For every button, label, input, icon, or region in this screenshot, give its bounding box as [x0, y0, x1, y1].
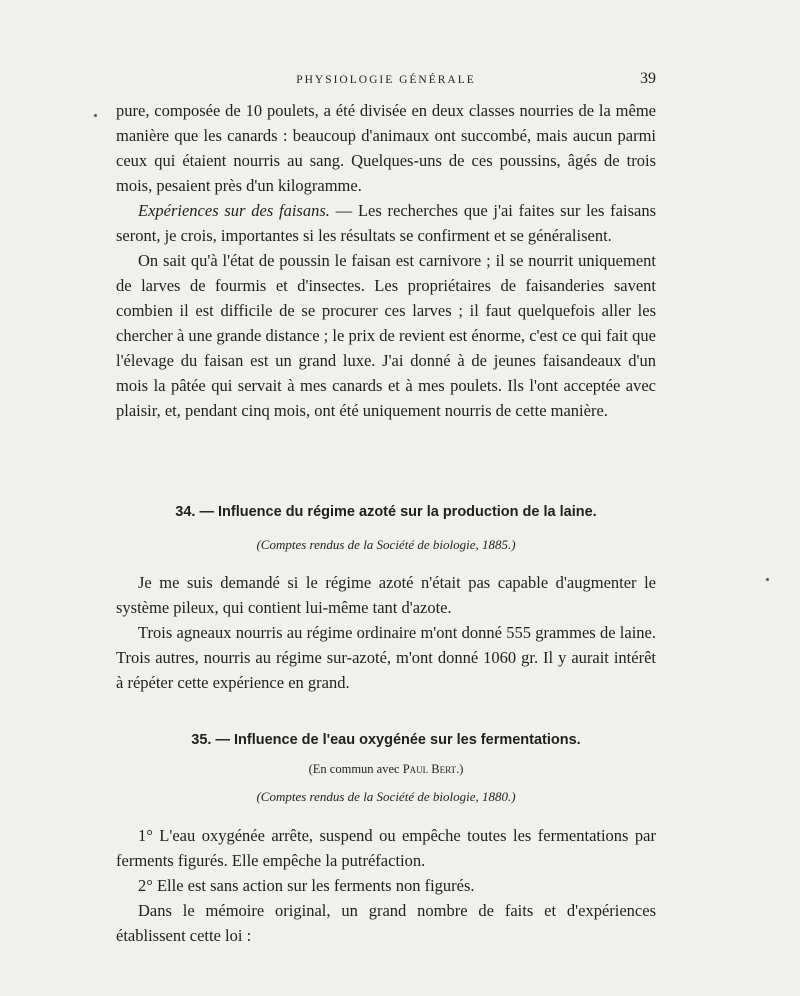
section-35-paragraph-1: 1° L'eau oxygénée arrête, suspend ou empêche toutes les fermentations par ferments figurés. Elle empêche la putréfaction. [116, 826, 656, 870]
page-number: 39 [640, 70, 656, 87]
collab-suffix: .) [456, 762, 464, 776]
section-35-heading [116, 732, 656, 748]
section-35-collab-line [116, 762, 656, 777]
margin-mark [766, 578, 769, 581]
section-35-source: (Comptes rendus de la Société de biologie, 1880.) [256, 789, 516, 804]
faisans-heading: Expériences sur des faisans. [138, 201, 330, 220]
running-title: PHYSIOLOGIE GÉNÉRALE [296, 74, 476, 86]
section-34-paragraph-1: Je me suis demandé si le régime azoté n'était pas capable d'augmenter le système pileux, qui contient lui-même tant d'azote. [116, 573, 656, 617]
text-block-top [116, 98, 656, 423]
collab-prefix: (En commun avec [308, 762, 403, 776]
section-35-source-line [116, 789, 656, 805]
section-35-collaboration [116, 762, 656, 777]
section-34-heading [116, 504, 656, 520]
section-35-title: 35. — Influence de l'eau oxygénée sur les fermentations. [191, 732, 581, 748]
faisans-text: — Les recherches que j'ai faites sur les faisans seront, je crois, importantes si les résultats se confirment et se généralisent. [116, 201, 656, 245]
collab-name: Paul Bert [402, 762, 457, 776]
section-34-source: (Comptes rendus de la Société de biologie, 1885.) [256, 537, 516, 552]
section-34-title: 34. — Influence du régime azoté sur la production de la laine. [175, 504, 597, 520]
section-35-paragraph-2: 2° Elle est sans action sur les ferments non figurés. [138, 876, 475, 895]
section-35-body [116, 823, 656, 948]
paragraph-intro: pure, composée de 10 poulets, a été divisée en deux classes nourries de la même manière que les canards : beaucoup d'animaux ont succombé, mais aucun parmi ceux qui étaient nourris au sang. Quelques-uns de ces poussins, âgés de trois mois, pesaient près d'un kilogramme. [116, 101, 656, 195]
paragraph-carnivore: On sait qu'à l'état de poussin le faisan est carnivore ; il se nourrit uniquement de larves de fourmis et d'insectes. Les propriétaires de faisanderies savent combien il est difficile de se procurer ces larves ; il faut quelquefois aller les chercher à une grande distance ; le prix de revient est énorme, c'est ce qui fait que l'élevage du faisan est un grand luxe. J'ai donné à de jeunes faisandeaux d'un mois la pâtée qui servait à mes canards et à mes poulets. Ils l'ont acceptée avec plaisir, et, pendant cinq mois, ont été uniquement nourris de cette manière. [116, 251, 656, 420]
margin-mark [94, 114, 97, 117]
section-35-paragraph-3: Dans le mémoire original, un grand nombre de faits et d'expériences établissent cette loi : [116, 901, 656, 945]
running-header [116, 70, 656, 92]
section-34-source-line [116, 537, 656, 553]
section-34-paragraph-2: Trois agneaux nourris au régime ordinaire m'ont donné 555 grammes de laine. Trois autres, nourris au régime sur-azoté, m'ont donné 1060 gr. Il y aurait intérêt à répéter cette expérience en grand. [116, 623, 656, 692]
section-34-body [116, 570, 656, 695]
paragraph-faisans [116, 198, 656, 248]
